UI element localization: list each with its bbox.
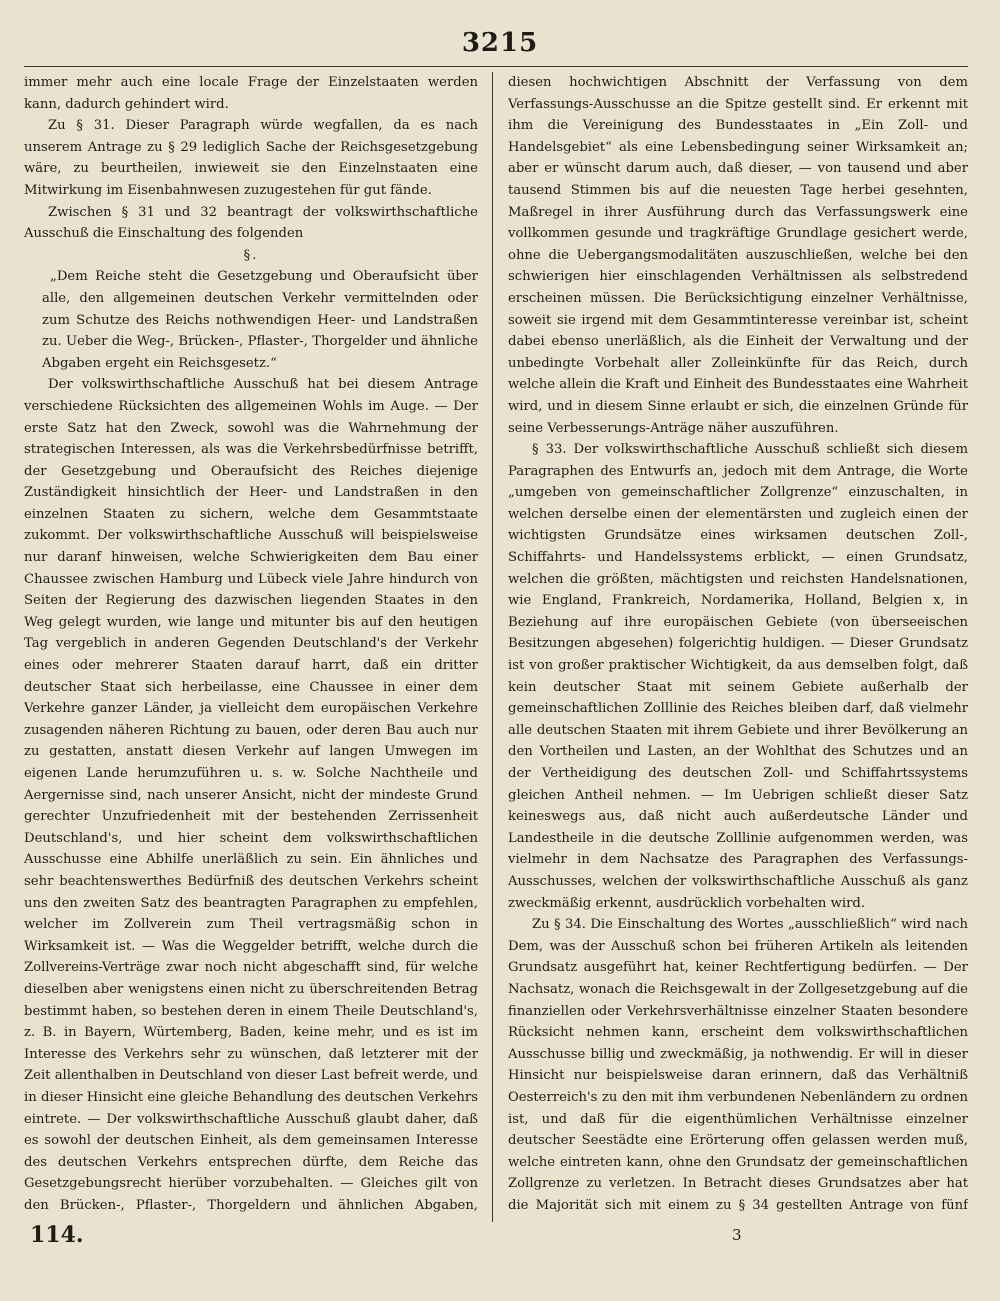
paragraph: Zu § 34. Die Einschaltung des Wortes „ausschließlich“ wird nach Dem, was der Ausschuß schon bei früheren Artikeln als leitenden Grundsatz ausgeführt hat, keiner Rechtfertigung bedürfen. — Der Nachsatz, wonach die Reichsgewalt in der Zollgesetzgebung auf die finanziellen oder Verkehrsverhältnisse einzelner Staaten besondere Rücksicht nehmen kann, erscheint dem volkswirthschaftlichen Ausschusse billig und zweckmäßig, ja nothwendig. Er will in dieser Hinsicht nur beispielsweise daran erinnern, daß das Verhältniß Oesterreich's zu den mit ihm verbundenen Nebenländern zu ordnen ist, und daß für die eigenthümlichen Verhältnisse einzelner deutscher Seestädte eine Erörterung offen gelassen werden muß, welche eintreten kann, ohne den Grundsatz der gemeinschaftlichen Zollgrenze zu verletzen. In Betracht dieses Grundsatzes aber hat die Majorität sich mit einem zu § 34 gestellten Antrage von fünf [508, 917, 968, 1212]
paragraph: Zwischen § 31 und 32 beantragt der volkswirthschaftliche Ausschuß die Einschaltung des folgenden [24, 204, 478, 242]
quoted-paragraph: „Dem Reiche steht die Gesetzgebung und Oberaufsicht über alle, den allgemeinen deutschen Verkehr vermittelnden oder zum Schutze des Reichs nothwendigen Heer- und Landstraßen zu. Ueber die Weg-, Brücken-, Pflaster-, Thorgelder und ähnliche Abgaben ergeht ein Reichsgesetz.“ [42, 269, 478, 371]
paragraph: § 33. Der volkswirthschaftliche Ausschuß schließt sich diesem Paragraphen des Entwurfs an, jedoch mit dem Antrage, die Worte „umgeben von gemeinschaftlicher Zollgrenze“ einzuschalten, in welchen derselbe einen der elementärsten und zugleich einen der wichtigsten Grundsätze eines wirksamen deutschen Zoll-, Schiffahrts- und Handelssystems erblickt, — einen Grundsatz, welchen die größten, mächtigsten und reichsten Handelsnationen, wie England, Frankreich, Nordamerika, Holland, Belgien x, in Beziehung auf ihre europäischen Gebiete (von überseeischen Besitzungen abgesehen) folgerichtig huldigen. — Dieser Grundsatz ist von großer praktischer Wichtigkeit, da aus demselben folgt, daß kein deutscher Staat mit seinem Gebiete außerhalb der gemeinschaftlichen Zolllinie des Reiches bleiben darf, daß vielmehr alle deutschen Staaten mit ihrem Gebiete und ihrer Bevölkerung an den Vortheilen und Lasten, an der Wohlthat des Schutzes und an der Vertheidigung des deutschen Zoll- und Schiffahrtssystems gleichen Antheil nehmen. — Im Uebrigen schließt dieser Satz keineswegs aus, daß nicht auch außerdeutsche Länder und Landestheile in die deutsche Zolllinie aufgenommen werden, was vielmehr in dem Nachsatze des Paragraphen des Verfassungs-Ausschusses, welchen der volkswirthschaftliche Ausschuß als ganz zweckmäßig erkennt, ausdrücklich vorbehalten wird. [508, 442, 968, 911]
paragraph: Der volkswirthschaftliche Ausschuß hat bei diesem Antrage verschiedene Rücksichten des allgemeinen Wohls im Auge. — Der erste Satz hat den Zweck, sowohl was die Wahrnehmung der strategischen Interessen, als was die Verkehrsbedürfnisse betrifft, der Gesetzgebung und Oberaufsicht des Reiches diejenige Zuständigkeit hinsichtlich der Heer- und Landstraßen in den einzelnen Staaten zu sichern, welche dem Gesammtstaate zukommt. Der volkswirthschaftliche Ausschuß will beispielsweise nur daranf hinweisen, welche Schwierigkeiten dem Bau einer Chaussee zwischen Hamburg und Lübeck viele Jahre hindurch von Seiten der Regierung des dazwischen liegenden Staates in den Weg gelegt wurden, wie lange und mitunter bis auf den heutigen Tag vergeblich in anderen Gegenden Deutschland's der Verkehr eines oder mehrerer Staaten darauf harrt, daß ein dritter deutscher Staat sich herbeilasse, eine Chaussee in einer dem Verkehre ganzer Länder, ja vielleicht dem europäischen Verkehre zusagenden näheren Richtung zu bauen, oder deren Bau auch nur zu gestatten, anstatt diesen Verkehr auf langen Umwegen im eigenen Lande herumzuführen u. s. w. Solche Nachtheile und Aergernisse sind, nach unserer Ansicht, nicht der mindeste Grund gerechter Unzufriedenheit mit der bestehenden Zerrissenheit Deutschland's, und hier scheint dem volkswirthschaftlichen Ausschusse eine Abhilfe unerläßlich zu sein. Ein ähnliches und sehr beachtenswerthes Bedürfniß des deutschen Verkehrs scheint uns den zweiten Satz des beantragten Paragraphen zu empfehlen, welcher im Zollverein zum Theil vertragsmäßig schon in Wirksamkeit ist. — Was die Weggelder betrifft, welche durch die Zollvereins-Verträge zwar noch nicht abgeschafft sind, für welche dieselben aber wenigstens einen nicht zu überschreitenden Betrag bestimmt haben, so bestehen deren in einem Theile Deutschland's, z. B. in Bayern, Würtemberg, Baden, keine mehr, und es ist im Interesse des Verkehrs sehr zu wünschen, daß letzterer mit der Zeit allenthalben in Deutschland von dieser Last befreit werde, und in dieser Hinsicht eine gleiche Behandlung des deutschen Verkehrs eintrete. — Der volkswirthschaftliche Ausschuß glaubt daher, daß es sowohl der deutschen Einheit, als dem gemeinsamen Interesse des deutschen Verkehrs entsprechen dürfte, dem Reiche das Gesetzgebungsrecht hierüber vorzubehalten. — Gleiches gilt von den Brücken-, Pflaster-, Thorgeldern und ähnlichen Abgaben, [24, 377, 478, 1212]
left-column [24, 72, 478, 1212]
paragraph: immer mehr auch eine locale Frage der Einzelstaaten werden kann, dadurch gehindert wird. [24, 75, 478, 112]
paragraph: diesen hochwichtigen Abschnitt der Verfassung von dem Verfassungs-Ausschusse an die Spitze gestellt sind. Er erkennt mit ihm die Vereinigung des Bundesstaates in „Ein Zoll- und Handelsgebiet“ als eine Lebensbedingung seiner Wirksamkeit an; aber er wünscht darum auch, daß dieser, — von tausend und aber tausend Stimmen bis auf die neuesten Tage herbei gesehnten, Maßregel in ihrer Ausführung durch das Verfassungswerk eine vollkommen gesunde und tragkräftige Grundlage gesichert werde, ohne die Uebergangsmodalitäten auszuschließen, welche bei den schwierigen hier einschlagenden Verhältnissen als selbstredend erscheinen müssen. Die Berücksichtigung einzelner Verhältnisse, soweit sie irgend mit dem Gesammtinteresse vereinbar ist, scheint dabei ebenso unerläßlich, als die Einheit der Verwaltung und der unbedingte Vorbehalt aller Zolleinkünfte für das Reich, durch welche allein die Kraft und Einheit des Bundesstaates eine Wahrheit wird, und in diesem Sinne erlaubt er sich, die einzelnen Gründe für seine Verbesserungs-Anträge näher auszuführen. [508, 75, 968, 436]
sheet-number: 114. [30, 1222, 84, 1248]
printer-signature: 3 [732, 1226, 742, 1244]
section-sign: §. [243, 247, 259, 263]
page-number: 3215 [461, 28, 539, 58]
column-divider [492, 72, 493, 1222]
paragraph: Zu § 31. Dieser Paragraph würde wegfallen, da es nach unserem Antrage zu § 29 lediglich Sache der Reichsgesetzgebung wäre, zu beurtheilen, inwieweit sie den Einzelnstaaten eine Mitwirkung im Eisenbahnwesen zuzugestehen für gut fände. [24, 118, 478, 198]
header-rule [24, 66, 968, 67]
right-column [508, 72, 968, 1212]
